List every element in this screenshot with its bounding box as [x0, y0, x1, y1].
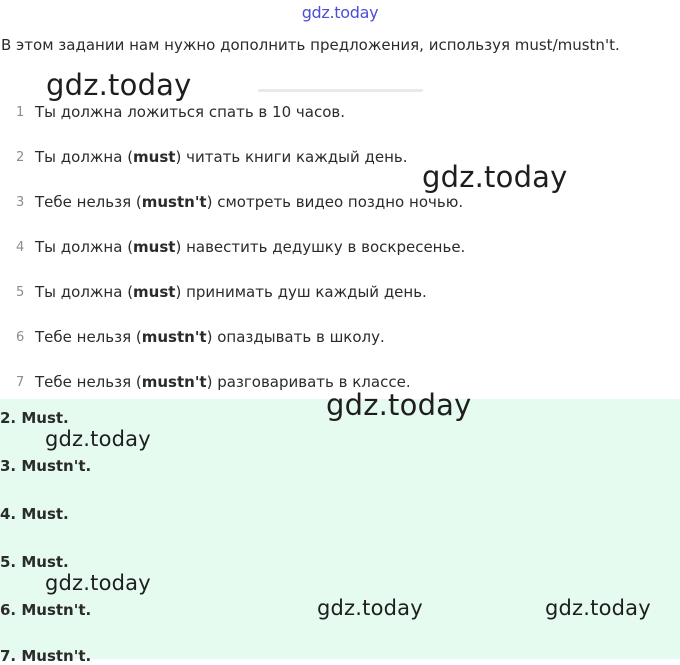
answer-item: 6. Mustn't. [0, 601, 92, 619]
item-text: Тебе нельзя (mustn't) смотреть видео поздно ночью. [35, 193, 464, 211]
item-text: Ты должна ложиться спать в 10 часов. [35, 103, 345, 121]
answer-item: 7. Mustn't. [0, 647, 92, 665]
item-number: 6 [16, 330, 25, 345]
item-text: Тебе нельзя (mustn't) опаздывать в школу. [35, 328, 385, 346]
item-number: 1 [16, 105, 25, 120]
watermark: gdz.today [46, 68, 192, 102]
divider [258, 89, 423, 92]
watermark: gdz.today [545, 596, 651, 620]
item-text: Ты должна (must) читать книги каждый день. [35, 148, 408, 166]
watermark: gdz.today [45, 427, 151, 451]
item-number: 4 [16, 240, 25, 255]
task-intro: В этом задании нам нужно дополнить предложения, используя must/mustn't. [1, 36, 620, 54]
header-watermark: gdz.today [301, 3, 379, 22]
answer-item: 4. Must. [0, 505, 69, 523]
item-text: Тебе нельзя (mustn't) разговаривать в классе. [35, 373, 411, 391]
watermark: gdz.today [422, 160, 568, 194]
watermark: gdz.today [326, 388, 472, 422]
answer-item: 3. Mustn't. [0, 457, 92, 475]
item-number: 7 [16, 375, 25, 390]
item-text: Ты должна (must) принимать душ каждый день. [35, 283, 427, 301]
item-text: Ты должна (must) навестить дедушку в воскресенье. [35, 238, 466, 256]
answer-item: 2. Must. [0, 409, 69, 427]
watermark: gdz.today [45, 571, 151, 595]
item-number: 3 [16, 195, 25, 210]
item-number: 2 [16, 150, 25, 165]
answer-item: 5. Must. [0, 553, 69, 571]
watermark: gdz.today [317, 596, 423, 620]
item-number: 5 [16, 285, 25, 300]
